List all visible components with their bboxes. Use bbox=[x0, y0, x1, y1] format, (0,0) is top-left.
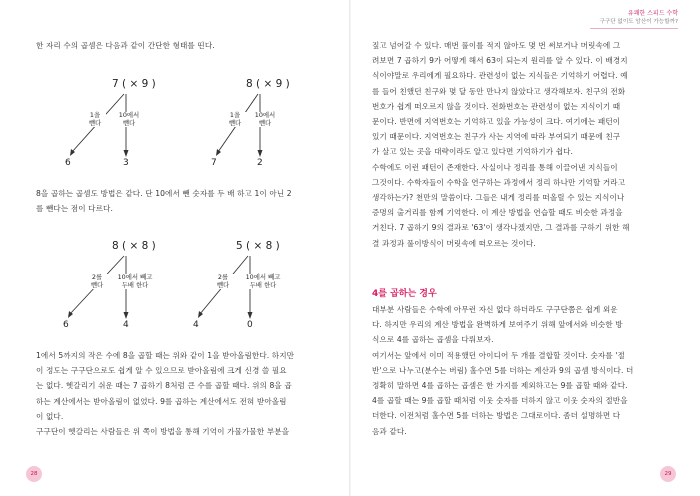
diagram-5x8 bbox=[186, 240, 310, 332]
operation-label-left: 1을 뺀다 bbox=[84, 112, 106, 127]
running-head bbox=[599, 10, 678, 26]
multiplication-expression: 7 ( × 9 ) bbox=[112, 78, 156, 90]
page-number: 28 bbox=[26, 466, 42, 482]
book-series-title: 유쾌한 스피드 수학 bbox=[627, 10, 678, 17]
operation-label-left: 1을 뺀다 bbox=[224, 112, 246, 127]
carry-explanation-paragraph: 1에서 5까지의 작은 수에 8을 곱할 때는 위와 같이 1을 받아올림한다. 하지만 이 정도는 구구단으로도 쉽게 알 수 있으므로 받아올림에 크게 신경 쓸 필요 는 없다. 헷갈리기 쉬운 때는 7 곱하기 8처럼 큰 수를 곱할 때다. 위의 8을 곱 하는 계산에서는 받아올림이 없었다. 9를 곱하는 계산에서도 전혀 받아올림 이 없다. 구구단이 헷갈리는 사람들은 위 쪽이 방법을 통해 기억이 가물가물한 부분을 bbox=[36, 351, 295, 437]
section-heading: 4를 곱하는 경우 bbox=[372, 289, 437, 299]
page-number: 29 bbox=[660, 466, 676, 482]
operation-label-left: 2를 뺀다 bbox=[86, 274, 108, 289]
operation-label-left: 2를 뺀다 bbox=[212, 274, 234, 289]
result-digit-tens: 7 bbox=[211, 158, 217, 168]
running-head-rule bbox=[590, 28, 678, 29]
multiplication-expression: 8 ( × 8 ) bbox=[112, 240, 156, 252]
eight-multiplication-paragraph: 8을 곱하는 곱셈도 방법은 같다. 단 10에서 뺀 숫자를 두 배 하고 1이 아닌 2 를 뺀다는 점이 다르다. bbox=[36, 189, 292, 214]
result-digit-ones: 3 bbox=[123, 158, 129, 168]
operation-label-right: 10에서 뺀다 bbox=[114, 112, 144, 127]
right-page bbox=[350, 0, 700, 496]
multiplication-expression: 8 ( × 9 ) bbox=[246, 78, 290, 90]
intro-paragraph: 한 자리 수의 곱셈은 다음과 같이 간단한 형태를 띤다. bbox=[36, 41, 215, 50]
pattern-paragraph: 짚고 넘어갈 수 있다. 매번 풀이를 적지 않아도 몇 번 써보거나 머릿속에 그 려보면 7 곱하기 9가 어떻게 해서 63이 되는지 원리를 알 수 있다. 이 배경지 식이야말로 우리에게 필요하다. 관련성이 없는 지식들은 기억하기 어렵다. 예 를 들어 친했던 친구와 몇 달 동안 만나지 않았다고 생각해보자. 친구의 전화 번호가 쉽게 떠오르지 않을 것이다. 전화번호는 관련성이 없는 지식이기 때 문이다. 반면에 지역번호는 기억하고 있을 가능성이 크다. 여기에는 패턴이 있기 때문이다. 지역번호는 친구가 사는 지역에 따라 부여되기 때문에 친구 가 살고 있는 곳을 대략이라도 알고 있다면 기억하기가 쉽다. 수학에도 이런 패턴이 존재한다. 사실이나 정리를 통해 이끌어낸 지식들이 그것이다. 수학자들이 수학을 연구하는 과정에서 정리 하나만 기억할 거라고 생각하는가? 천만의 말씀이다. 그들은 내게 정리를 떠올릴 수 있는 지식이나 증명의 출거리를 함께 기억한다. 이 계산 방법을 연습할 때도 비슷한 과정을 거친다. 7 곱하기 9의 결과로 '63'이 생각나겠지만, 그 결과를 구하기 위한 해 결 과정과 풀이방식이 머릿속에 떠오르는 것이다. bbox=[372, 41, 630, 248]
result-digit-tens: 4 bbox=[193, 320, 199, 330]
diagram-8x8 bbox=[62, 240, 182, 332]
operation-label-right: 10에서 빼고 두배 한다 bbox=[240, 274, 286, 289]
operation-label-right: 10에서 빼고 두배 한다 bbox=[112, 274, 158, 289]
multiplication-expression: 5 ( × 8 ) bbox=[236, 240, 280, 252]
operation-label-right: 10에서 뺀다 bbox=[250, 112, 280, 127]
result-digit-tens: 6 bbox=[63, 320, 69, 330]
multiply-by-four-paragraph: 대부분 사람들은 수학에 아무런 자신 없다 하더라도 구구단쯤은 쉽게 외운 다. 하지만 우리의 계산 방법을 완벽하게 보여주기 위해 앞에서와 비슷한 방 식으로 4를 곱하는 곱셈을 다뤄보자. 여기서는 앞에서 이미 적용했던 아이디어 두 개를 결합할 것이다. 숫자를 '절 반'으로 나누고(분수는 버림) 홀수면 5를 더하는 계산과 9의 곱셈 방식이다. 더 정확히 말하면 4를 곱하는 곱셈은 한 가지를 제외하고는 9를 곱할 때와 같다. 4를 곱할 때는 9를 곱할 때처럼 이웃 숫자를 더하지 않고 이웃 숫자의 절반을 더한다. 이전처럼 홀수면 5를 더하는 방법은 그대로이다. 좀더 설명하면 다 음과 같다. bbox=[372, 305, 634, 436]
diagram-7x9 bbox=[62, 78, 172, 170]
result-digit-ones: 2 bbox=[257, 158, 263, 168]
result-digit-ones: 4 bbox=[123, 320, 129, 330]
book-subtitle: 구구단 없이도 암산이 가능할까? bbox=[599, 19, 678, 25]
diagram-8x9 bbox=[196, 78, 306, 170]
result-digit-tens: 6 bbox=[65, 158, 71, 168]
result-digit-ones: 0 bbox=[247, 320, 253, 330]
